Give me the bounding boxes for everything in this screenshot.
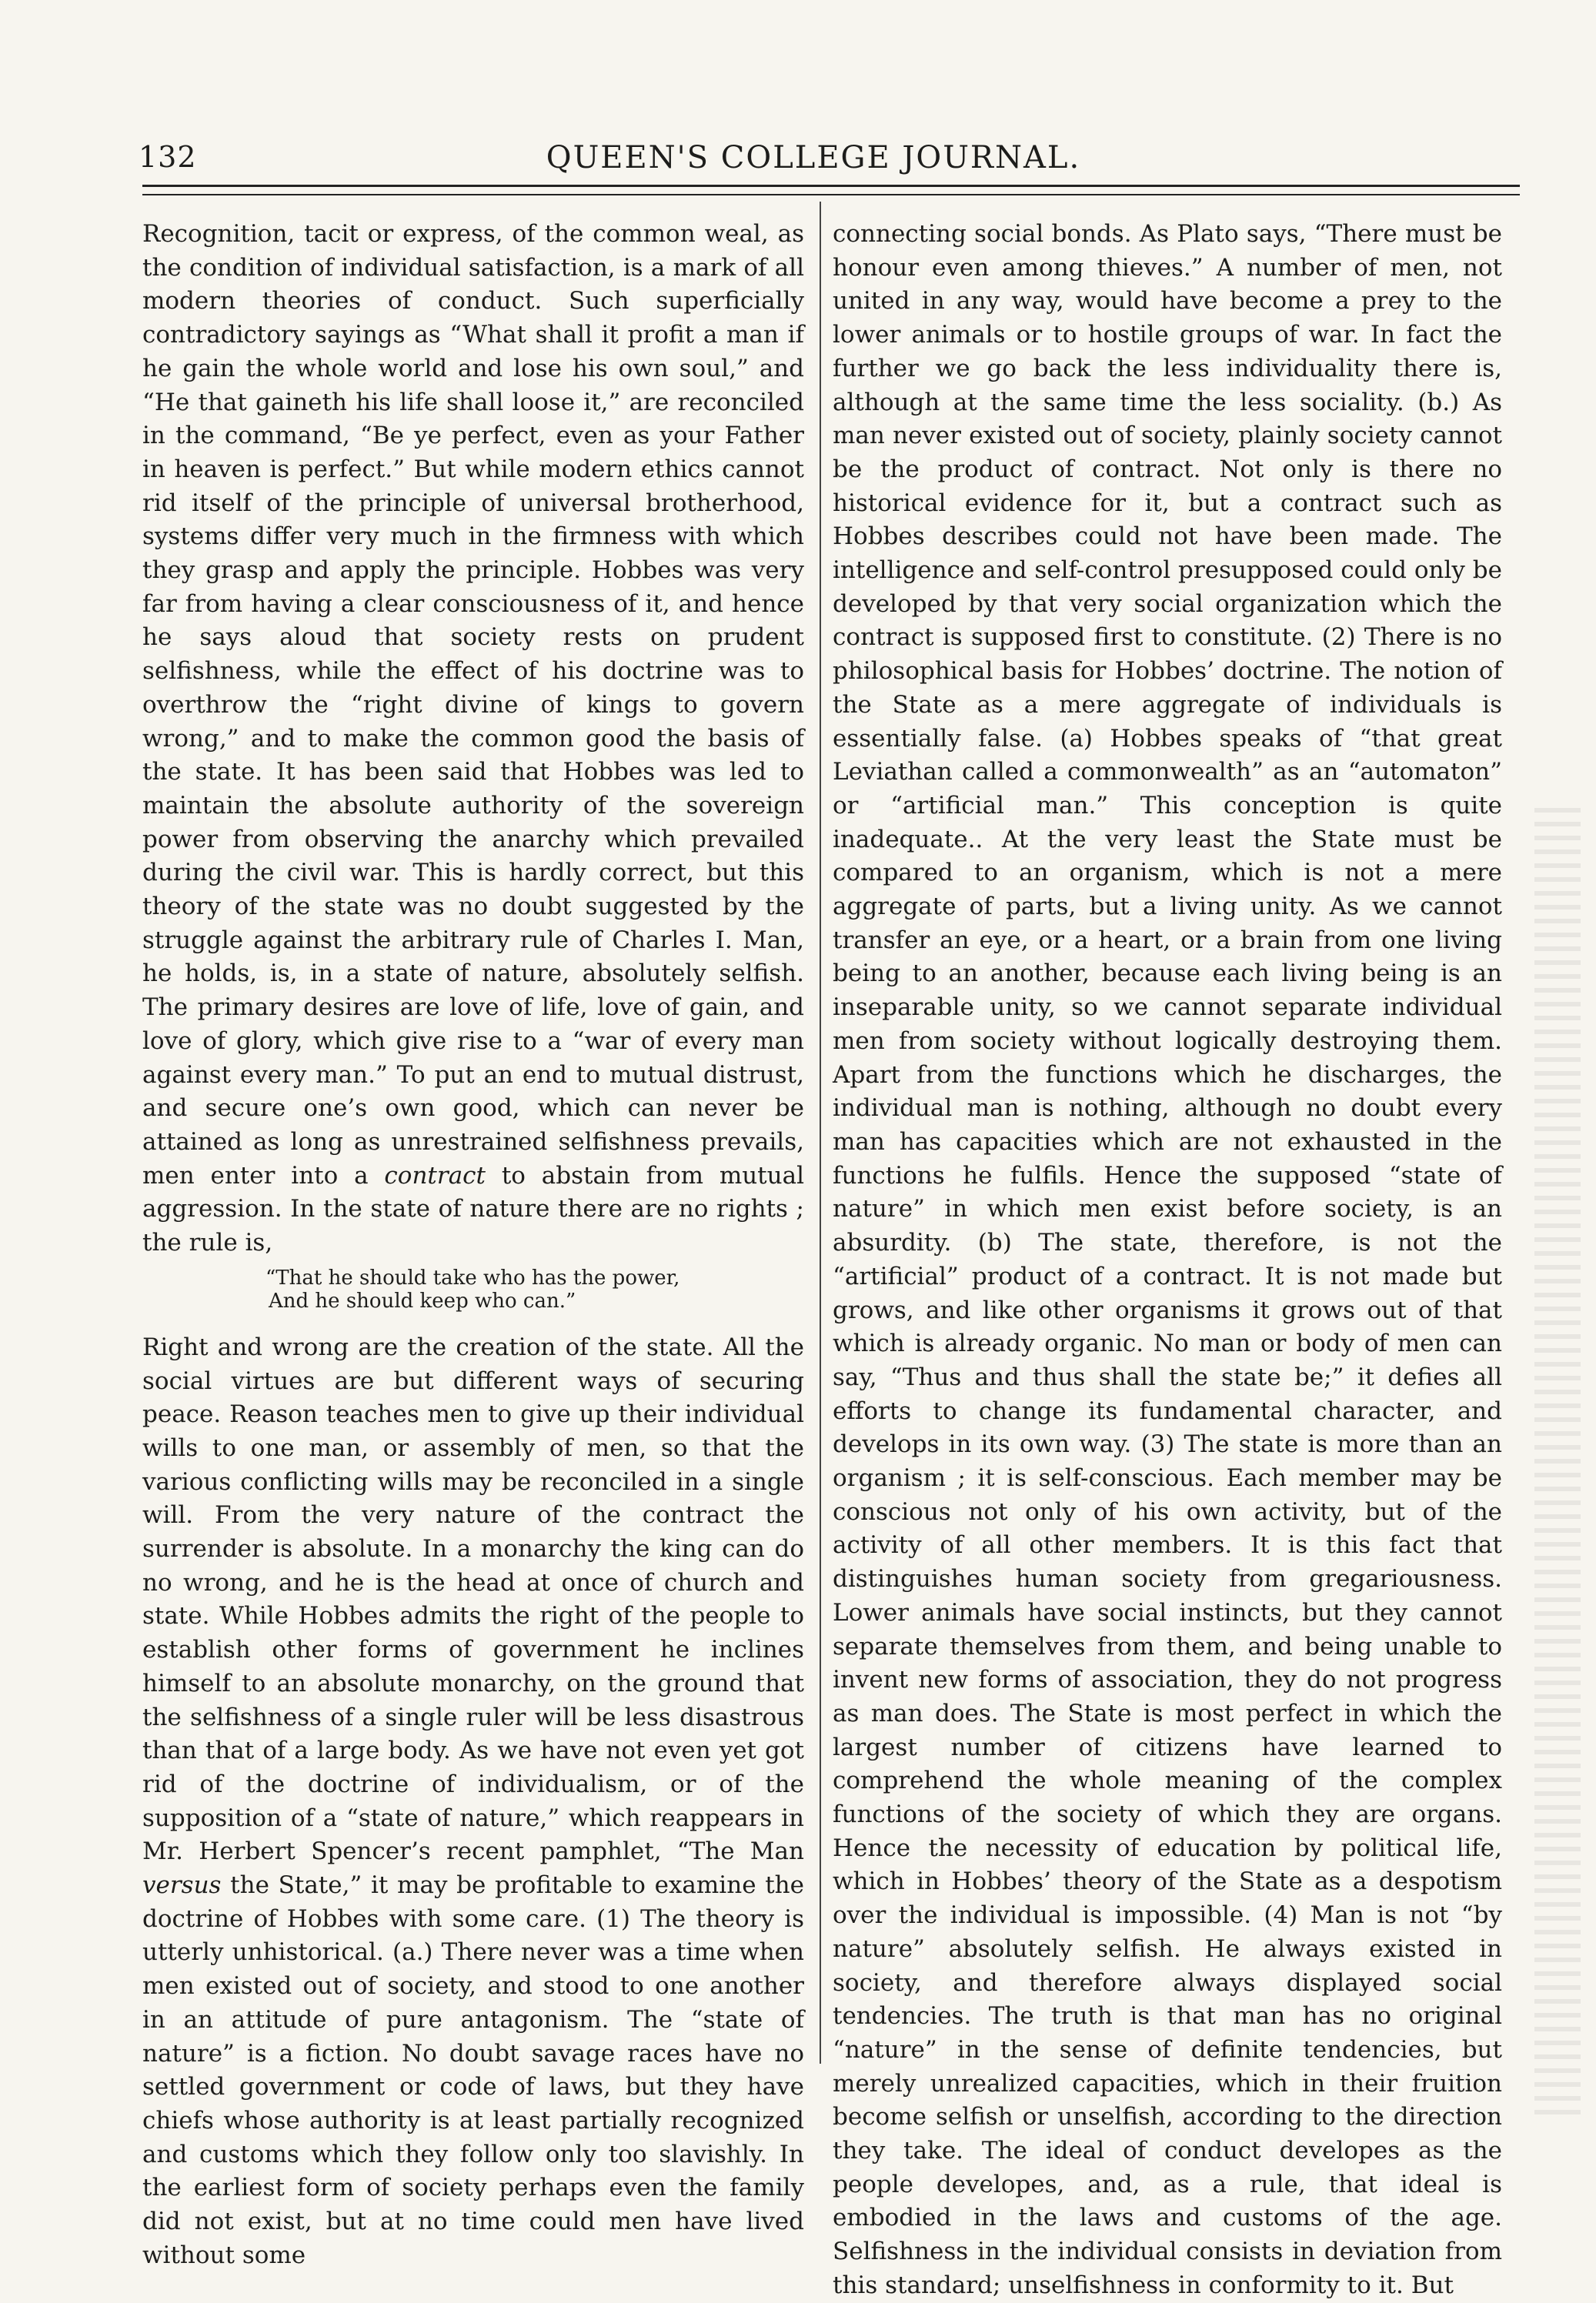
column-divider bbox=[820, 202, 821, 2064]
paragraph-right-and-wrong bbox=[142, 1331, 804, 2273]
scan-margin-artifact bbox=[1534, 808, 1581, 2116]
right-column bbox=[833, 218, 1502, 2299]
page-number: 132 bbox=[139, 140, 197, 174]
paragraph-continuation: connecting social bonds. As Plato says, “There must be honour even among thieves.” A number of men, not united in any way, would have become a prey to the lower animals or to hostile groups of war. In fact the further we go back the less individuality there is, although at the same time the less sociality. (b.) As man never existed out of society, plainly society cannot be the product of contract. Not only is there no historical evidence for it, but a contract such as Hobbes describes could not have been made. The intelligence and self-control presupposed could only be developed by that very social organization which the contract is supposed first to constitute. (2) There is no philosophical basis for Hobbes’ doctrine. The notion of the State as a mere aggregate of individuals is essentially false. (a) Hobbes speaks of “that great Leviathan called a commonwealth” as an “automaton” or “artificial man.” This conception is quite inadequate.. At the very least the State must be compared to an organism, which is not a mere aggregate of parts, but a living unity. As we cannot transfer an eye, or a heart, or a brain from one living being to an another, because each living being is an inseparable unity, so we cannot separate individual men from society without logically destroying them. Apart from the functions which he discharges, the individual man is nothing, although no doubt every man has capacities which are not exhausted in the functions he fulfils. Hence the supposed “state of nature” in which men exist before society, is an absurdity. (b) The state, therefore, is not the “artificial” product of a contract. It is not made but grows, and like other organisms it grows out of that which is already organic. No man or body of men can say, “Thus and thus shall the state be;” it defies all efforts to change its fundamental character, and develops in its own way. (3) The state is more than an organism ; it is self-conscious. Each member may be conscious not only of his own activity, but of the activity of all other members. It is this fact that distinguishes human society from gregariousness. Lower animals have social instincts, but they cannot separate themselves from them, and being unable to invent new forms of association, they do not progress as man does. The State is most perfect in which the largest number of citizens have learned to comprehend the whole meaning of the complex functions of the society of which they are organs. Hence the necessity of education by political life, which in Hobbes’ theory of the State as a despotism over the individual is impossible. (4) Man is not “by nature” absolutely selfish. He always existed in society, and therefore always displayed social tendencies. The truth is that man has no original “nature” in the sense of definite tendencies, but merely unrealized capacities, which in their fruition become selfish or unselfish, according to the direction they take. The ideal of conduct developes as the people developes, and, as a rule, that ideal is embodied in the laws and customs of the age. Selfishness in the individual consists in deviation from this standard; unselfishness in conformity to it. But bbox=[833, 220, 1502, 2299]
italic-word: contract bbox=[384, 1161, 486, 1190]
left-column bbox=[142, 218, 804, 2269]
paragraph-text: Right and wrong are the creation of the state. All the social virtues are but different ways of securing peace. Reason teaches men to give up their individual wills to one man, or assembly of men, so that the various conflicting wills may be reconciled in a single will. From the very nature of the contract the surrender is absolute. In a monarchy the king can do no wrong, and he is the head at once of church and state. While Hobbes admits the right of the people to establish other forms of government he inclines himself to an absolute monarchy, on the ground that the selfishness of a single ruler will be less disastrous than that of a large body. As we have not even yet got rid of the doctrine of individualism, or of the supposition of a “state of nature,” which reappears in Mr. Herbert Spencer’s recent pamphlet, “The Man bbox=[142, 1333, 804, 1866]
quote-line-2: And he should keep who can.” bbox=[269, 1289, 576, 1313]
header-rule-top bbox=[142, 185, 1520, 187]
paragraph-text: to abstain from mutual aggression. In the state of nature there are no rights ; the rule is, bbox=[142, 1161, 804, 1257]
italic-word: versus bbox=[142, 1871, 222, 1900]
quote-line-1: “That he should take who has the power, bbox=[265, 1266, 680, 1290]
paragraph-text: Recognition, tacit or express, of the common weal, as the condition of individual satisfaction, is a mark of all modern theories of conduct. Such superficially contradictory sayings as “What shall it profit a man if he gain the whole world and lose his own soul,” and “He that gaineth his life shall loose it,” are reconciled in the command, “Be ye perfect, even as your Father in heaven is perfect.” But while modern ethics cannot rid itself of the principle of universal brotherhood, systems differ very much in the firmness with which they grasp and apply the principle. Hobbes was very far from having a clear consciousness of it, and hence he says aloud that society rests on prudent selfishness, while the effect of his doctrine was to overthrow the “right divine of kings to govern wrong,” and to make the common good the basis of the state. It has been said that Hobbes was led to maintain the absolute authority of the sovereign power from observing the anarchy which prevailed during the civil war. This is hardly correct, but this theory of the state was no doubt suggested by the struggle against the arbitrary rule of Charles I. Man, he holds, is, in a state of nature, absolutely selfish. The primary desires are love of life, love of gain, and love of glory, which give rise to a “war of every man against every man.” To put an end to mutual distrust, and secure one’s own good, which can never be attained as long as unrestrained selfishness prevails, men enter into a bbox=[142, 220, 804, 1190]
paragraph-text: the State,” it may be profitable to examine the doctrine of Hobbes with some care. (1) The theory is utterly unhistorical. (a.) There never was a time when men existed out of society, and stood to one another in an attitude of pure antagonism. The “state of nature” is a fiction. No doubt savage races have no settled government or code of laws, but they have chiefs whose authority is at least partially recognized and customs which they follow only too slavishly. In the earliest form of society perhaps even the family did not exist, but at no time could men have lived without some bbox=[142, 1871, 804, 2269]
header-rule-bottom bbox=[142, 194, 1520, 195]
journal-title: QUEEN'S COLLEGE JOURNAL. bbox=[546, 140, 1081, 175]
verse-quote bbox=[265, 1267, 804, 1313]
paragraph-hobbes-intro bbox=[142, 218, 804, 1260]
